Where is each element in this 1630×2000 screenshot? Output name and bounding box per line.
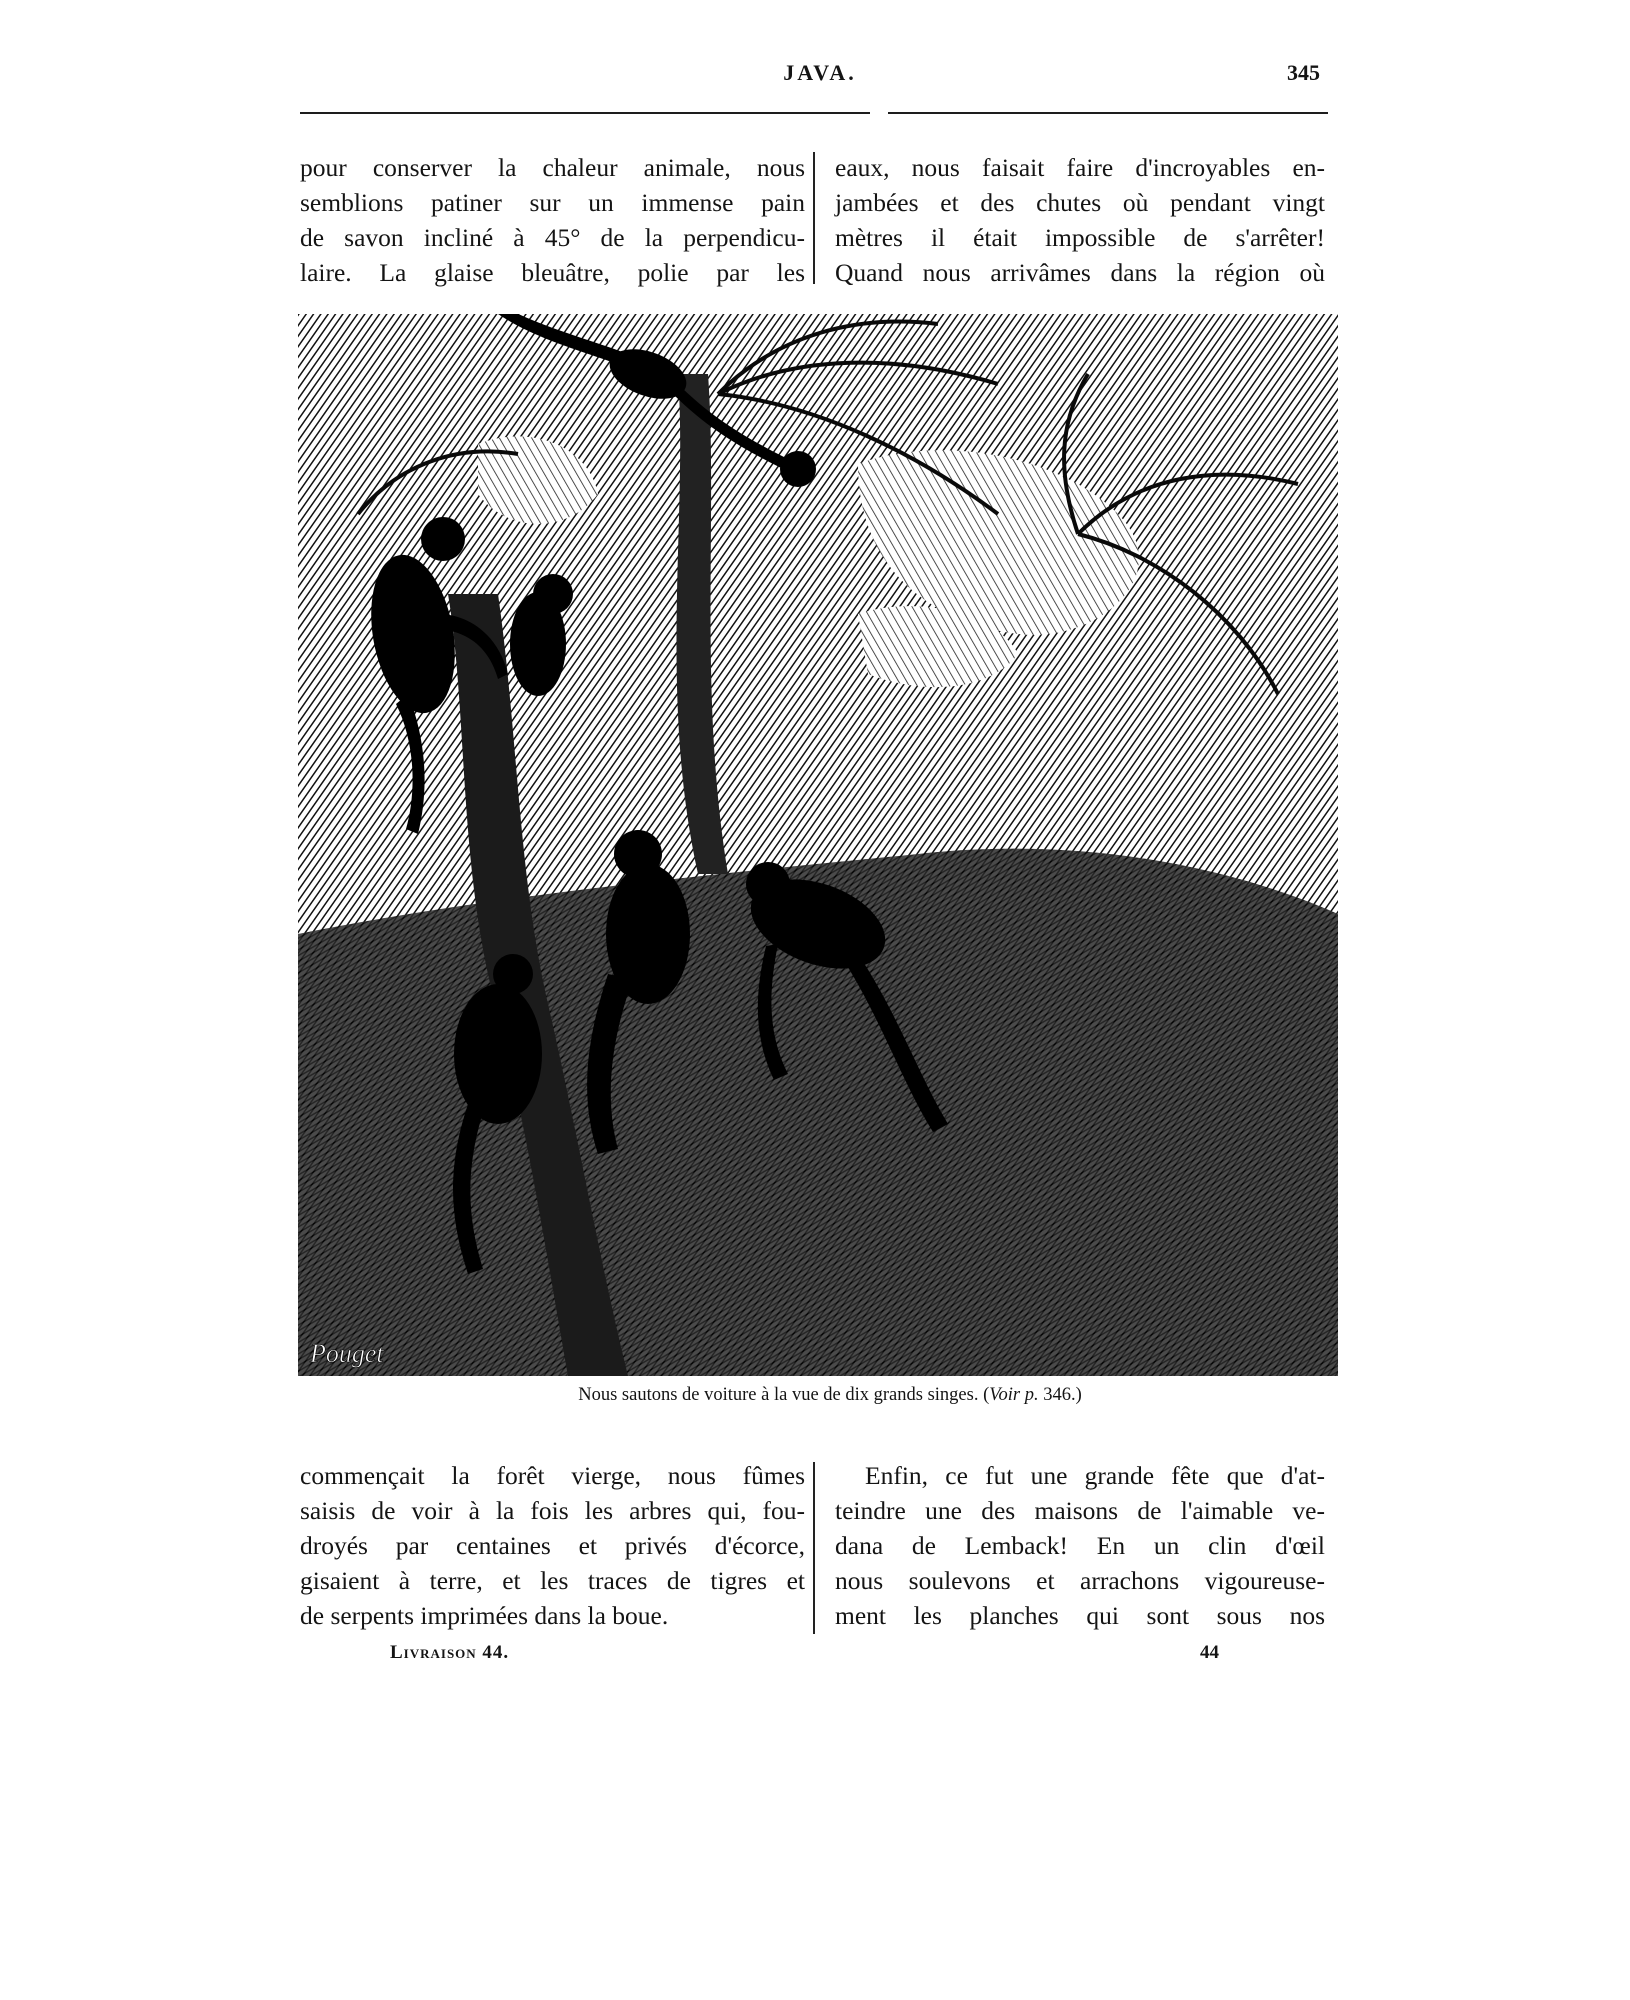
text-line: saisis de voir à la fois les arbres qui, fou- [300,1496,805,1525]
text-line: Quand nous arrivâmes dans la région où [835,258,1325,287]
engraving-illustration [298,314,1338,1376]
caption-reference: Voir p. [989,1385,1039,1405]
caption-text: Nous sautons de voiture à la vue de dix grands singes. ( [578,1385,990,1405]
top-left-column [300,150,805,290]
text-line: Enfin, ce fut une grande fête que d'at- [865,1461,1325,1490]
header-rule-left [300,112,870,114]
text-line: teindre une des maisons de l'aimable ve- [835,1496,1325,1525]
bottom-right-column [835,1458,1325,1633]
text-line: dana de Lemback! En un clin d'œil [835,1531,1325,1560]
text-line: gisaient à terre, et les traces de tigres et [300,1566,805,1595]
text-line: laire. La glaise bleuâtre, polie par les [300,258,805,287]
illustration-caption [420,1385,1240,1406]
bottom-left-column [300,1458,805,1633]
artist-signature: Pouget [310,1339,384,1368]
page-number: 345 [1287,60,1320,85]
header-rule-right [888,112,1328,114]
column-rule-top [813,152,815,284]
column-rule-bottom [813,1462,815,1634]
text-line: de savon incliné à 45° de la perpendicu- [300,223,805,252]
livraison-signature: Livraison 44. [390,1642,510,1663]
text-line: ment les planches qui sont sous nos [835,1601,1325,1630]
text-line: jambées et des chutes où pendant vingt [835,188,1325,217]
signature-number: 44 [1200,1642,1219,1663]
caption-page: 346.) [1043,1385,1082,1405]
text-line: droyés par centaines et privés d'écorce, [300,1531,805,1560]
text-line: commençait la forêt vierge, nous fûmes [300,1461,805,1490]
running-head: JAVA. [783,60,857,85]
text-line: de serpents imprimées dans la boue. [300,1601,669,1630]
text-line: semblions patiner sur un immense pain [300,188,805,217]
text-line: mètres il était impossible de s'arrêter! [835,223,1325,252]
top-right-column [835,150,1325,290]
text-line: pour conserver la chaleur animale, nous [300,153,805,182]
text-line: eaux, nous faisait faire d'incroyables en- [835,153,1325,182]
text-line: nous soulevons et arrachons vigoureuse- [835,1566,1325,1595]
